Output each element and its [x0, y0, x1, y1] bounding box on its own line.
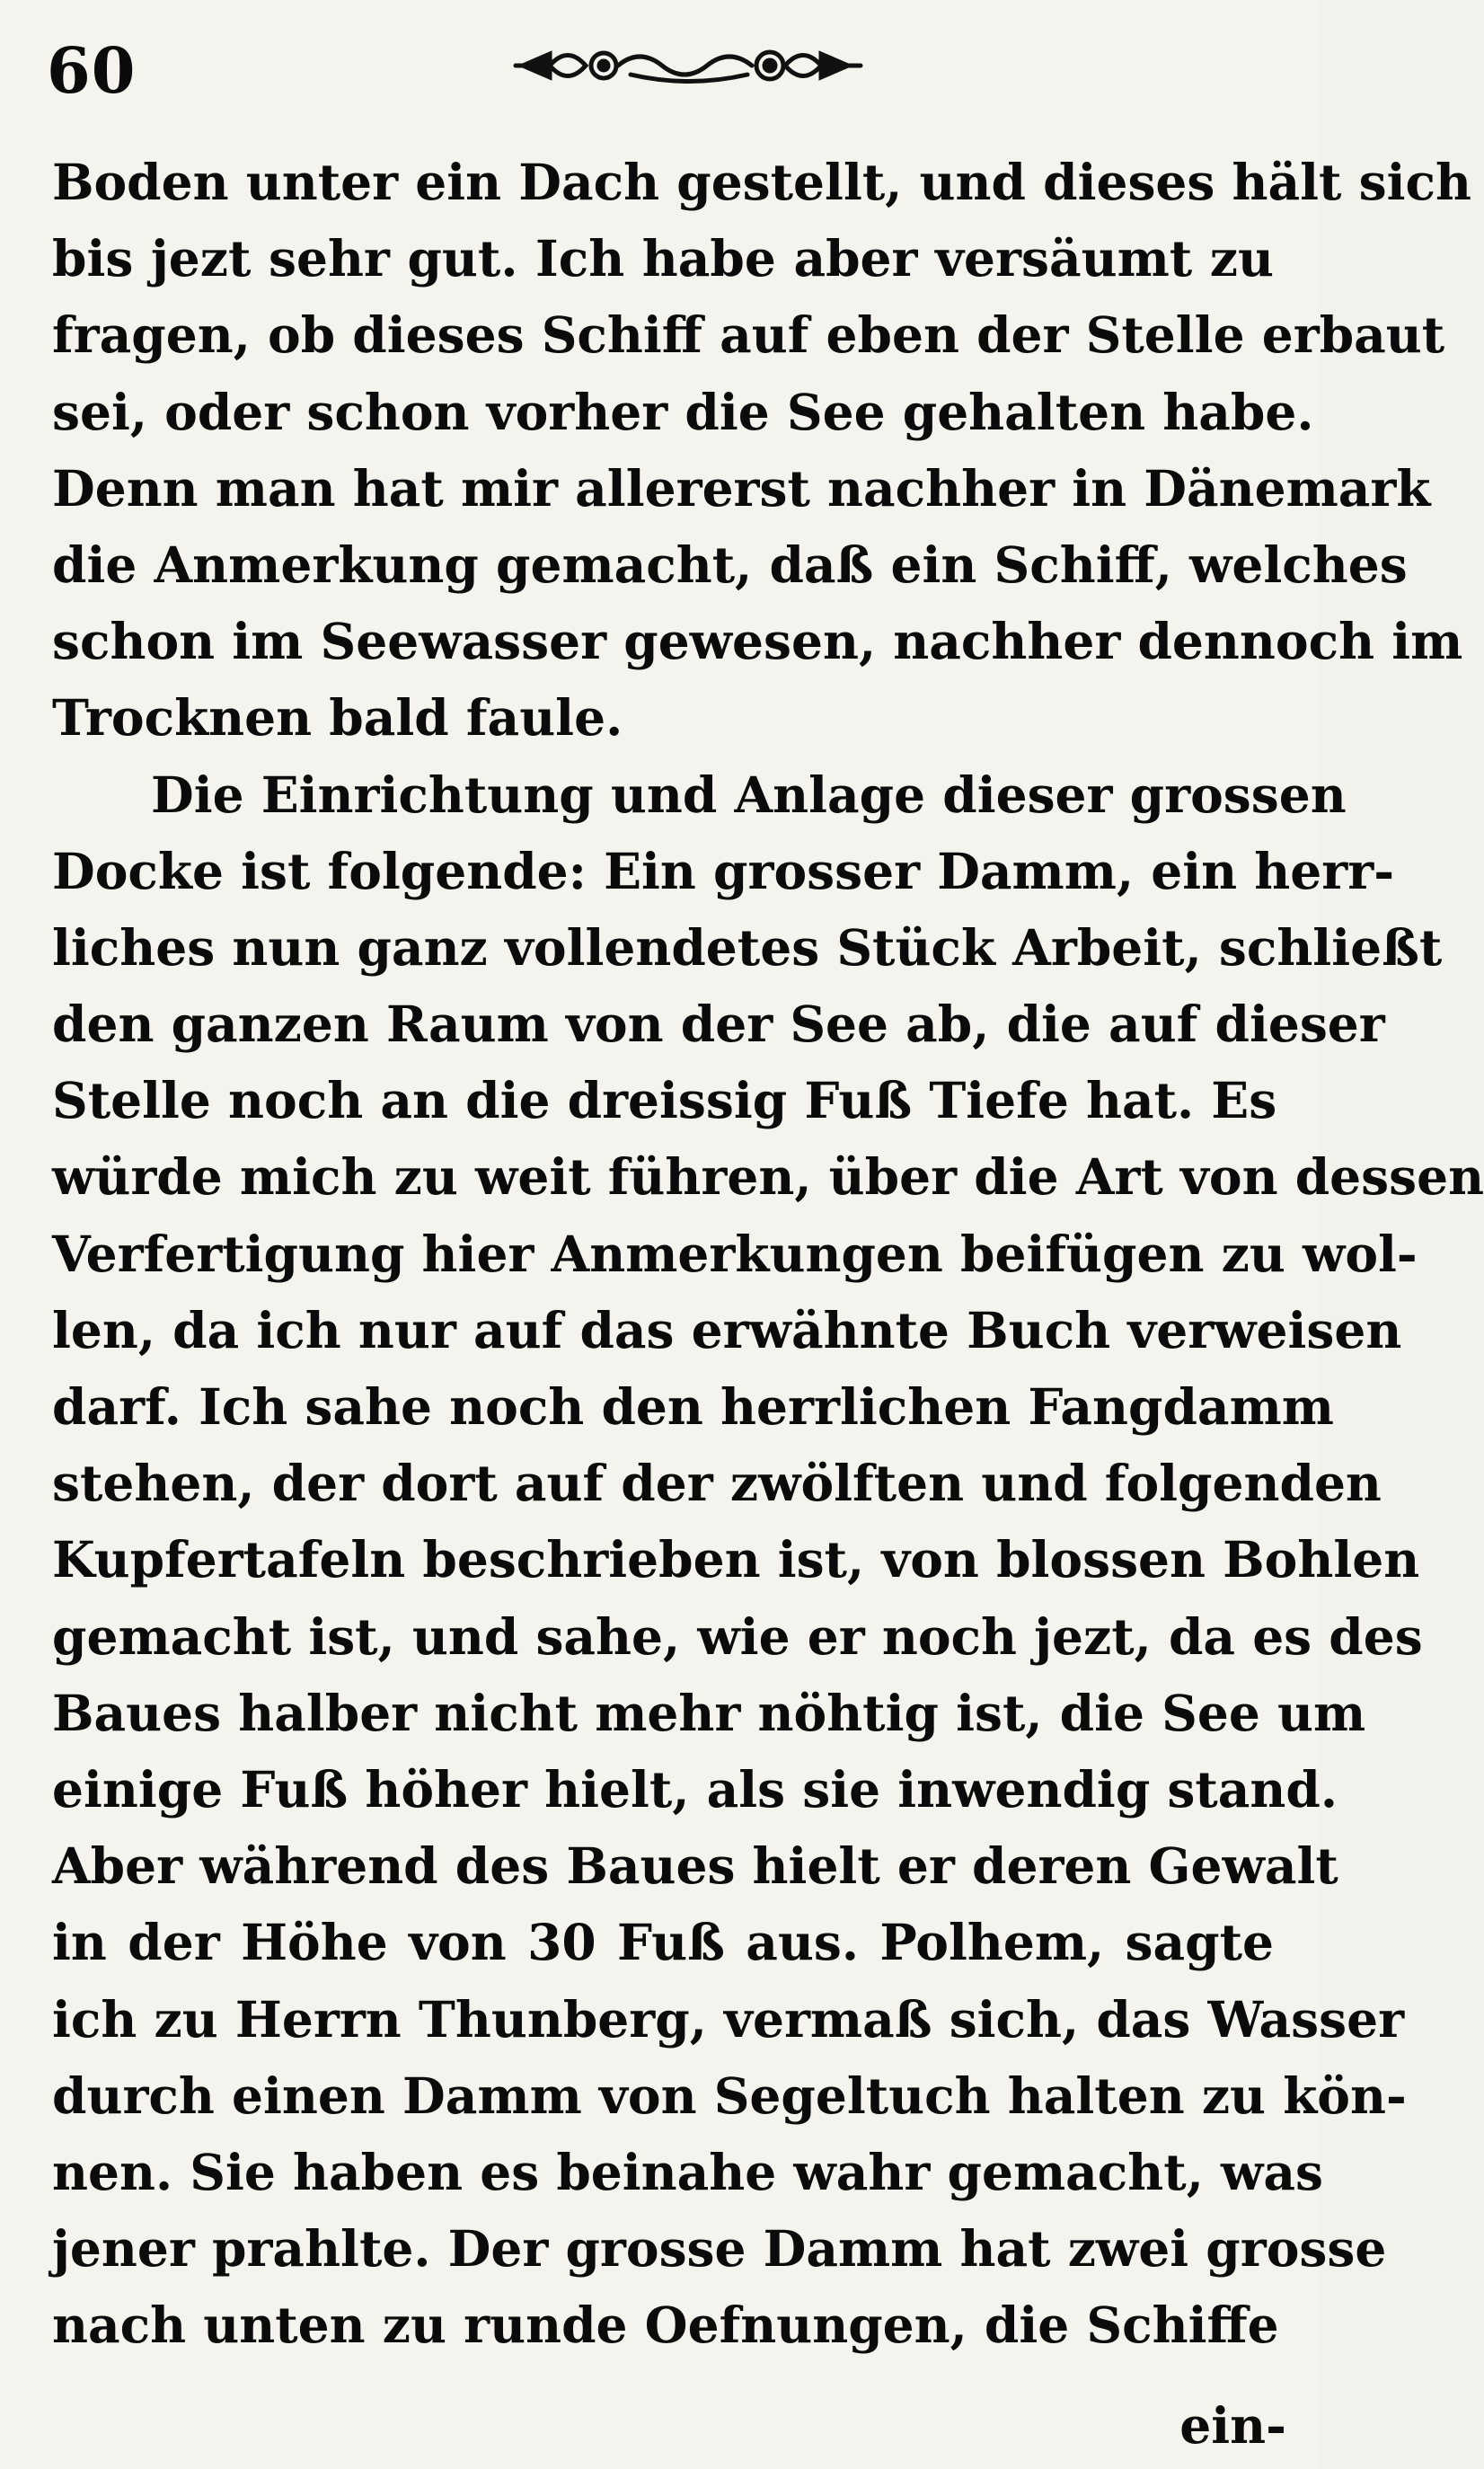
catchword: ein- — [1179, 2396, 1286, 2455]
text-line: Verfertigung hier Anmerkungen beifügen zu wol- — [52, 1224, 1418, 1283]
text-line: schon im Seewasser gewesen, nachher dennoch im — [52, 612, 1463, 671]
text-line: einige Fuß höher hielt, als sie inwendig stand. — [52, 1759, 1338, 1819]
text-line: Baues halber nicht mehr nöhtig ist, die See um — [52, 1683, 1366, 1742]
text-line: den ganzen Raum von der See ab, die auf dieser — [52, 995, 1385, 1054]
text-line: in der Höhe von 30 Fuß aus. Polhem, sagte — [52, 1913, 1274, 1972]
text-line: jener prahlte. Der grosse Damm hat zwei grosse — [52, 2219, 1387, 2279]
text-line: nach unten zu runde Oefnungen, die Schiffe — [52, 2296, 1279, 2355]
text-line: liches nun ganz vollendetes Stück Arbeit, schließt — [52, 917, 1443, 977]
text-line: die Anmerkung gemacht, daß ein Schiff, welches — [52, 535, 1408, 594]
text-line: len, da ich nur auf das erwähnte Buch verweisen — [52, 1300, 1402, 1359]
page-header — [47, 18, 1286, 126]
text-line: Boden unter ein Dach gestellt, und dieses hält sich — [52, 153, 1471, 211]
text-line: bis jezt sehr gut. Ich habe aber versäumt zu — [52, 229, 1274, 288]
text-line: Stelle noch an die dreissig Fuß Tiefe hat. Es — [52, 1071, 1277, 1130]
text-line: sei, oder schon vorher die See gehalten habe. — [52, 382, 1314, 441]
text-line: nen. Sie haben es beinahe wahr gemacht, was — [52, 2142, 1323, 2201]
text-line: durch einen Damm von Segeltuch halten zu kön- — [52, 2066, 1407, 2125]
body-text — [52, 144, 1484, 2363]
text-line: Aber während des Baues hielt er deren Gewalt — [52, 1836, 1338, 1896]
text-line: Die Einrichtung und Anlage dieser grossen — [151, 765, 1347, 824]
text-line: darf. Ich sahe noch den herrlichen Fangdamm — [52, 1377, 1334, 1436]
text-line: würde mich zu weit führen, über die Art von dessen — [52, 1147, 1484, 1207]
ornament-vignette-icon — [514, 34, 864, 97]
text-line: Denn man hat mir allererst nachher in Dänemark — [52, 458, 1431, 518]
text-line: gemacht ist, und sahe, wie er noch jezt, da es des — [52, 1606, 1423, 1666]
text-line: Trocknen bald faule. — [52, 688, 623, 748]
text-line: fragen, ob dieses Schiff auf eben der Stelle erbaut — [52, 305, 1445, 365]
text-line: ich zu Herrn Thunberg, vermaß sich, das Wasser — [52, 1989, 1405, 2049]
text-line: Kupfertafeln beschrieben ist, von blossen Bohlen — [52, 1530, 1420, 1589]
text-line: Docke ist folgende: Ein grosser Damm, ein herr- — [52, 841, 1395, 900]
text-line: stehen, der dort auf der zwölften und folgenden — [52, 1454, 1382, 1513]
page-number: 60 — [47, 33, 137, 108]
